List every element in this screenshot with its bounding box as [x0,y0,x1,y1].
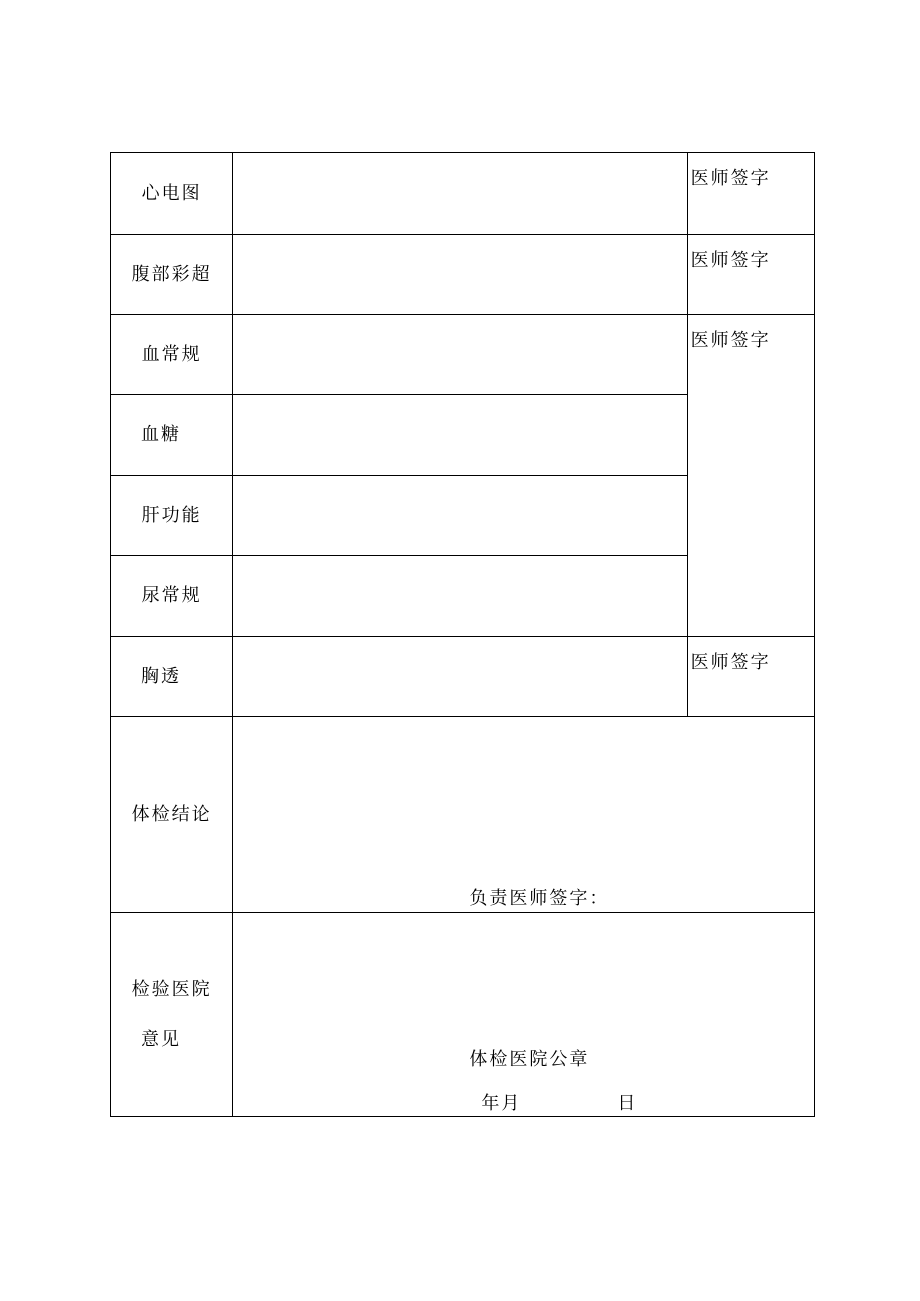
ecg-signature-cell[interactable] [687,153,814,235]
row-chest-xray [111,637,815,717]
conclusion-label [111,717,233,913]
blood-sugar-label-text: 血糖 [141,424,181,446]
blood-sugar-result-field[interactable] [233,395,687,476]
ecg-signature-label: 医师签字 [690,168,771,189]
conclusion-label-text: 体检结论 [131,803,212,825]
blood-routine-result-field[interactable] [233,315,687,395]
row-conclusion [111,717,815,913]
abdominal-ultrasound-result-field[interactable] [233,235,687,315]
chest-xray-signature-cell[interactable] [687,637,814,717]
urine-routine-label [111,556,233,637]
liver-function-label-text: 肝功能 [141,504,202,526]
row-ecg [111,153,815,235]
abdominal-ultrasound-signature-label: 医师签字 [690,250,771,271]
blood-sugar-label [111,395,233,476]
ecg-label-text: 心电图 [141,182,202,204]
chest-xray-label-text: 胸透 [141,665,181,687]
hospital-seal-label: 体检医院公章 [469,1049,590,1070]
chest-xray-signature-label: 医师签字 [690,652,771,673]
hospital-opinion-label [111,913,233,1117]
date-day: 日 [617,1093,638,1114]
lab-signature-label: 医师签字 [690,330,771,351]
urine-routine-label-text: 尿常规 [141,585,202,607]
chest-xray-label [111,637,233,717]
abdominal-ultrasound-signature-cell[interactable] [687,235,814,315]
abdominal-ultrasound-label [111,235,233,315]
date-line [481,1093,637,1115]
blood-routine-label-text: 血常规 [141,343,202,365]
responsible-doctor-signature-label: 负责医师签字： [469,888,610,910]
hospital-opinion-label-line1: 检验医院 [131,978,212,1000]
conclusion-field[interactable] [233,717,815,913]
lab-signature-cell[interactable] [687,315,814,637]
hospital-opinion-label-line2: 意见 [141,1028,181,1050]
liver-function-result-field[interactable] [233,476,687,556]
ecg-label [111,153,233,235]
abdominal-ultrasound-label-text: 腹部彩超 [131,263,212,285]
blood-routine-label [111,315,233,395]
date-year-month: 年月 [481,1093,522,1114]
urine-routine-result-field[interactable] [233,556,687,637]
row-abdominal-ultrasound [111,235,815,315]
ecg-result-field[interactable] [233,153,687,235]
liver-function-label [111,476,233,556]
physical-exam-form [110,152,815,1117]
chest-xray-result-field[interactable] [233,637,687,717]
hospital-opinion-field[interactable] [233,913,815,1117]
row-blood-routine [111,315,815,395]
row-hospital-opinion [111,913,815,1117]
